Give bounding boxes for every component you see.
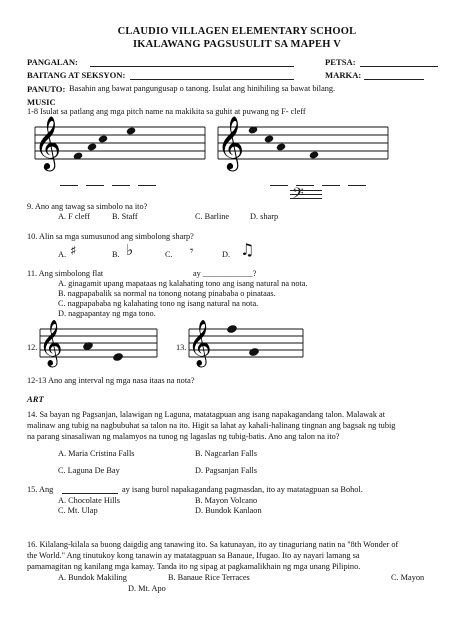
- q16-option-a[interactable]: A. Bundok Makiling: [58, 573, 127, 582]
- question-15-suffix: ay isang burol napakagandang pagmasdan, ito ay matatagpuan sa Bohol.: [122, 485, 363, 494]
- q9-option-b[interactable]: B. Staff: [112, 212, 138, 221]
- q15-option-b[interactable]: B. Mayon Volcano: [195, 496, 258, 505]
- eighth-rest-icon: 𝄾: [190, 244, 194, 259]
- treble-clef-icon: 𝄞: [34, 115, 62, 169]
- treble-clef-icon-3: 𝄞: [39, 320, 63, 366]
- question-11-suffix: ay ____________?: [193, 269, 257, 278]
- question-1-8: 1-8 Isulat sa patlang ang mga pitch name na makikita sa guhit at puwang ng F- cleff: [27, 107, 306, 116]
- music-heading: MUSIC: [27, 97, 56, 107]
- beamed-eighth-notes-icon: ♫: [240, 240, 255, 259]
- q14-option-a[interactable]: A. Maria Cristina Falls: [58, 449, 135, 458]
- q16-option-d[interactable]: D. Mt. Apo: [128, 584, 166, 593]
- question-10: 10. Alin sa mga sumusunod ang simbolong sharp?: [27, 232, 194, 241]
- q14-option-b[interactable]: B. Nagcarlan Falls: [195, 449, 257, 458]
- q16-option-c[interactable]: C. Mayon: [391, 573, 425, 582]
- question-16-line-3: pamamagitan ng kanilang mga kamay. Tanda ito ng sipag at pagkamalikhain ng mga unang Pilipino.: [27, 562, 361, 571]
- question-14-line-2: malinaw ang tubig na nagbubuhat sa talon na ito. Higit sa lahat ay kahali-halinang tingnan ang bagsak ng tubig: [27, 421, 396, 430]
- q11-option-b[interactable]: B. nagpapabalik sa normal na tonong notang pinababa o pinataas.: [58, 289, 276, 298]
- q15-option-c[interactable]: C. Mt. Ulap: [58, 506, 98, 515]
- exam-title: IKALAWANG PAGSUSULIT SA MAPEH V: [132, 39, 342, 50]
- q15-option-d[interactable]: D. Bundok Kanlaon: [195, 506, 262, 515]
- q10-option-c[interactable]: C.: [165, 250, 173, 259]
- question-15-prefix: 15. Ang: [27, 485, 54, 494]
- question-12-13: 12-13 Ano ang interval ng mga nasa itaas na nota?: [27, 376, 195, 385]
- name-label: PANGALAN:: [27, 57, 78, 67]
- flat-icon: ♭: [126, 241, 134, 259]
- q9-option-a[interactable]: A. F cleff: [58, 212, 90, 221]
- q9-option-c[interactable]: C. Barline: [195, 212, 230, 221]
- q15-option-a[interactable]: A. Chocolate Hills: [58, 496, 120, 505]
- date-label: PETSA:: [325, 57, 356, 67]
- q10-option-a[interactable]: A.: [58, 250, 67, 259]
- q14-option-d[interactable]: D. Pagsanjan Falls: [195, 466, 257, 475]
- question-15-blank[interactable]: [62, 493, 118, 494]
- q16-option-b[interactable]: B. Banaue Rice Terraces: [168, 573, 250, 582]
- q11-option-a[interactable]: A. ginagamit upang mapataas ng kalahating tono ang isang natural na nota.: [58, 279, 308, 288]
- q11-option-c[interactable]: C. nagpapababa ng kalahating tono ng isang natural na nota.: [58, 299, 259, 308]
- instructions-text: Basahin ang bawat pangungusap o tanong. Isulat ang hinihiling sa bawat bilang.: [69, 84, 336, 93]
- question-9: 9. Ano ang tawag sa simbolo na ito?: [27, 202, 148, 211]
- q10-option-b[interactable]: B.: [112, 250, 120, 259]
- sharp-icon: ♯: [70, 244, 77, 259]
- question-12-label: 12.: [27, 343, 38, 352]
- treble-clef-icon-2: 𝄞: [217, 115, 245, 169]
- question-16-line-2: the World." Ang tinutukoy kong tanawin ay matatagpuan sa Banaue, Ifugao. Ito ay nayari lamang sa: [27, 551, 360, 560]
- treble-clef-icon-4: 𝄞: [188, 320, 212, 366]
- question-16-line-1: 16. Kilalang-kilala sa buong daigdig ang tanawing ito. Sa katunayan, ito ay tinaguriang natin na "8th Wonder of: [27, 540, 399, 549]
- question-14-line-1: 14. Sa bayan ng Pagsanjan, lalawigan ng Laguna, matatagpuan ang isang napakagandang talon. Malawak at: [27, 410, 386, 419]
- q14-option-c[interactable]: C. Laguna De Bay: [58, 466, 120, 475]
- question-13-label: 13.: [176, 343, 187, 352]
- school-name: CLAUDIO VILLAGEN ELEMENTARY SCHOOL: [117, 26, 357, 37]
- q11-option-d[interactable]: D. nagpapantay ng mga tono.: [58, 309, 156, 318]
- question-11-prefix: 11. Ang simbolong flat: [27, 269, 104, 278]
- bass-clef-icon: 𝄢: [292, 185, 304, 206]
- q10-option-d[interactable]: D.: [222, 250, 231, 259]
- score-label: MARKA:: [325, 70, 362, 80]
- q9-option-d[interactable]: D. sharp: [250, 212, 279, 221]
- grade-section-label: BAITANG AT SEKSYON:: [27, 70, 126, 80]
- art-heading: ART: [27, 394, 44, 404]
- question-14-line-3: na parang sinasaliwan ng malamyos na tunog ng lagaslas ng tubig-batis. Ano ang talon na ito?: [27, 432, 340, 441]
- instructions-label: PANUTO:: [27, 84, 66, 94]
